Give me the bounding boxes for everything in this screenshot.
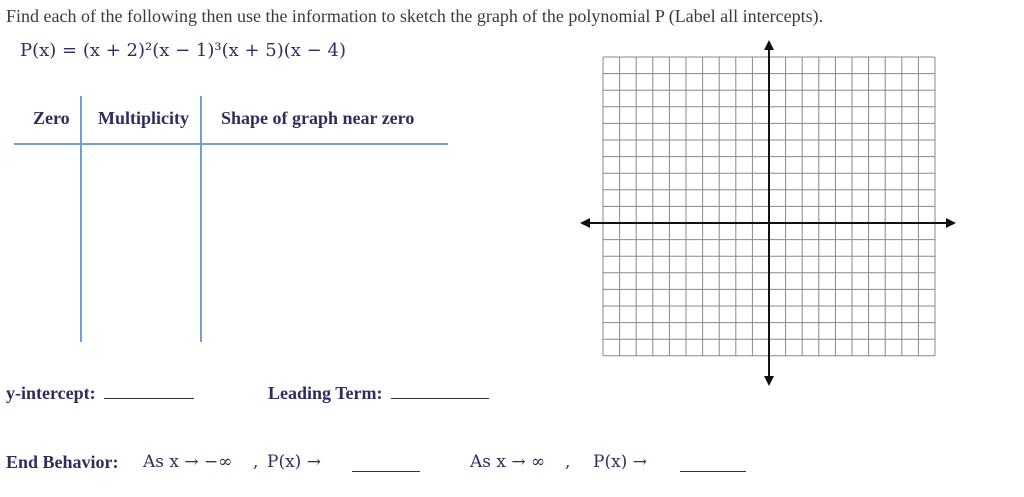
y-intercept-row [6, 383, 194, 404]
end-behavior-label: End Behavior: [6, 452, 119, 472]
end-behavior-right-as: As x → ∞ [470, 452, 546, 472]
y-intercept-label: y-intercept: [6, 383, 96, 403]
y-axis-up-arrow-icon [764, 40, 774, 50]
end-behavior-right-blank[interactable] [680, 470, 746, 472]
polynomial-expression: P(x) = (x + 2)²(x − 1)³(x + 5)(x − 4) [20, 40, 346, 61]
end-behavior-left-blank[interactable] [352, 470, 420, 472]
y-axis-down-arrow-icon [764, 376, 774, 386]
end-behavior-left-as: As x → −∞ [143, 452, 233, 472]
end-behavior-right-p: P(x) → [593, 452, 647, 472]
y-intercept-blank[interactable] [104, 397, 194, 399]
end-behavior-left-p: P(x) → [267, 452, 321, 472]
table-header-shape: Shape of graph near zero [221, 108, 415, 128]
x-axis-right-arrow-icon [946, 218, 956, 228]
instructions-text: Find each of the following then use the information to sketch the graph of the polynomial P (Label all intercepts). [6, 6, 824, 26]
table-column-divider-2 [200, 96, 202, 342]
end-behavior-right-comma: , [565, 452, 571, 472]
table-column-divider-1 [80, 96, 82, 342]
x-axis-left-arrow-icon [580, 218, 590, 228]
leading-term-label: Leading Term: [268, 383, 383, 403]
leading-term-blank[interactable] [391, 397, 489, 399]
leading-term-row [268, 383, 489, 404]
table-header-multiplicity: Multiplicity [98, 108, 189, 128]
end-behavior-left-comma: , [253, 452, 259, 472]
coordinate-grid[interactable] [578, 40, 958, 386]
table-header-zero: Zero [33, 108, 70, 128]
